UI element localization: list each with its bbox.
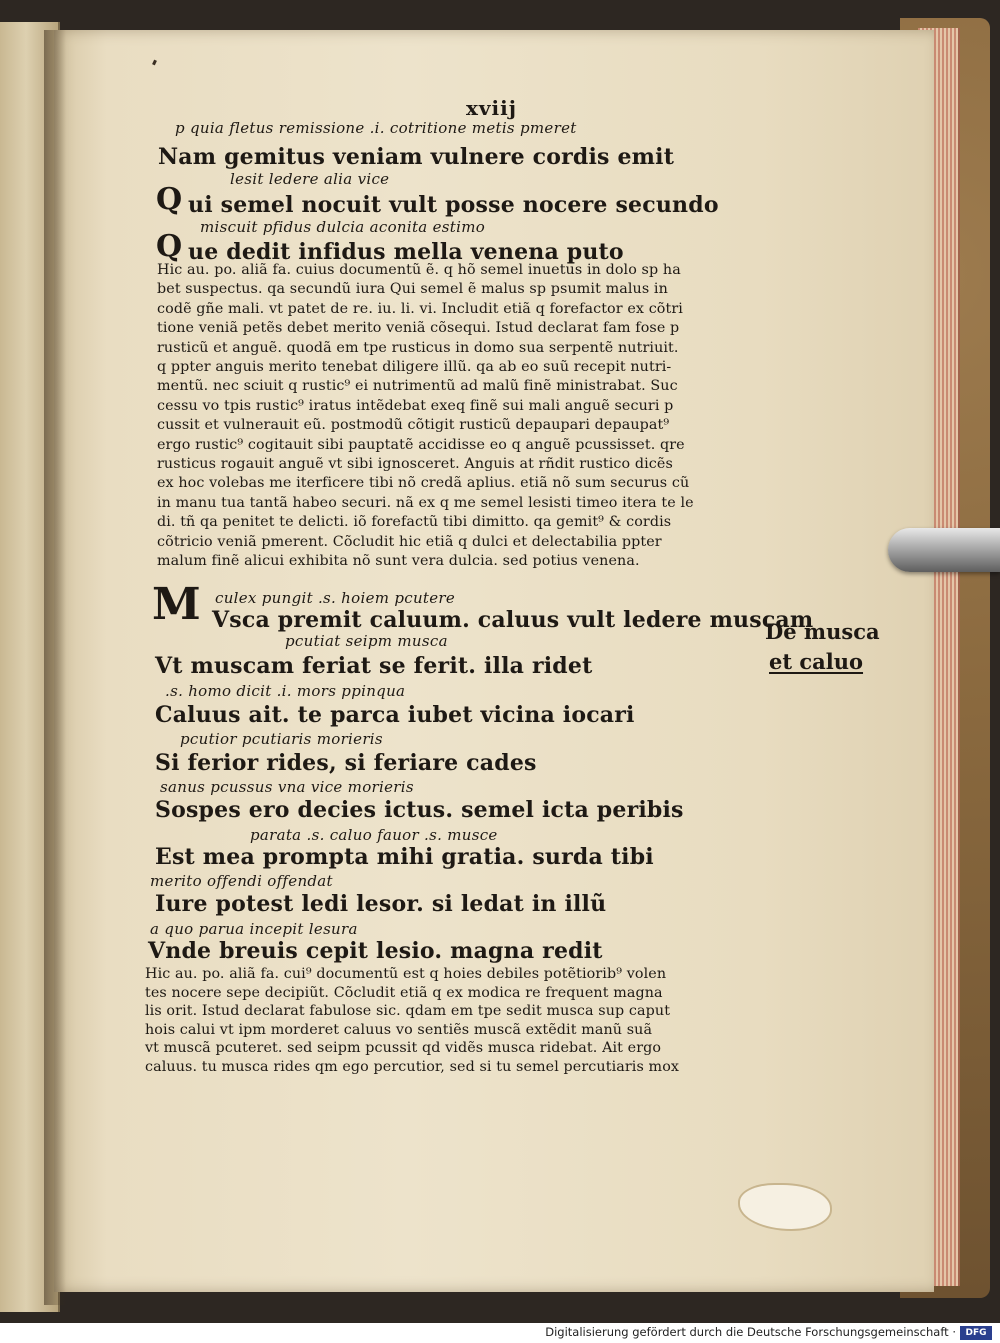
gloss-line: parata .s. caluo fauor .s. musce [250, 826, 498, 844]
verse-line: ue dedit infidus mella venena puto [188, 239, 624, 265]
margin-heading-line: et caluo [769, 649, 864, 674]
gloss-line: .s. homo dicit .i. mors ppinqua [165, 682, 406, 700]
commentary-line: tes nocere sepe decipiũt. Cõcludit etiã q ex modica re frequent magna [145, 984, 663, 1001]
commentary-line: malum finẽ alicui exhibita nõ sunt vera dulcia. sed potius venena. [157, 553, 640, 569]
gloss-line: pcutior pcutiaris morieris [180, 730, 383, 748]
commentary-line: tione veniã petẽs debet merito veniã cõsequi. Istud declarat fam fose p [157, 320, 680, 337]
verse-line: Sospes ero decies ictus. semel icta peribis [155, 797, 684, 823]
verse-line: Vt muscam feriat se ferit. illa ridet [155, 653, 593, 679]
initial-letter: Q [156, 229, 183, 264]
verse-line: Vsca premit caluum. caluus vult ledere muscam [212, 607, 814, 633]
commentary-line: caluus. tu musca rides qm ego percutior, sed si tu semel percutiaris mox [145, 1059, 680, 1075]
gloss-line: lesit ledere alia vice [230, 170, 390, 188]
verse-line: Vnde breuis cepit lesio. magna redit [148, 938, 603, 964]
footer-credit: Digitalisierung gefördert durch die Deutsche Forschungsgemeinschaft · [545, 1325, 956, 1339]
folio-number: xviij [466, 96, 517, 120]
gloss-line: miscuit pfidus dulcia aconita estimo [200, 218, 486, 236]
commentary-line: hois calui vt ipm morderet caluus vo sentiẽs muscã extẽdit manũ suã [145, 1021, 653, 1038]
commentary-line: codẽ gñe mali. vt patet de re. iu. li. vi. Includit etiã q forefactor ex cõtri [157, 300, 683, 317]
dfg-logo: DFG [960, 1326, 992, 1340]
gloss-line: culex pungit .s. hoiem pcutere [215, 589, 456, 607]
commentary-line: ergo rustic⁹ cogitauit sibi pauptatẽ accidisse eo q anguẽ pcussisset. qre [157, 436, 685, 453]
verse-line: ui semel nocuit vult posse nocere secundo [188, 192, 719, 218]
commentary-line: vt muscã pcuteret. sed seipm pcussit qd vidẽs musca ridebat. Ait ergo [145, 1040, 662, 1057]
commentary-line: cessu vo tpis rustic⁹ iratus intẽdebat exeq finẽ sui mali anguẽ securi p [157, 397, 674, 414]
commentary-line: cõtricio veniã pmerent. Cõcludit hic etiã q dulci et delectabilia ppter [157, 533, 662, 550]
commentary-line: in manu tua tantã habeo securi. nã ex q me semel lesisti timeo itera te le [157, 494, 694, 511]
verse-line: Nam gemitus veniam vulnere cordis emit [158, 144, 675, 170]
margin-heading-line: De musca [765, 619, 880, 644]
commentary-line: mentũ. nec sciuit q rustic⁹ ei nutrimentũ ad malũ finẽ ministrabat. Suc [157, 378, 678, 395]
gloss-line: p quia fletus remissione .i. cotritione metis pmeret [175, 119, 577, 137]
footer-bar [0, 1323, 1000, 1343]
initial-letter-m: M [152, 579, 201, 630]
verse-line: Est mea prompta mihi gratia. surda tibi [155, 844, 654, 870]
gutter-shadow [44, 30, 66, 1305]
commentary-line: Hic au. po. aliã fa. cui⁹ documentũ est q hoies debiles potẽtiorib⁹ volen [145, 966, 667, 982]
gloss-line: merito offendi offendat [150, 872, 333, 890]
commentary-line: ex hoc volebas me iterficere tibi nõ credã aplius. etiã nõ sum securus cũ [157, 475, 690, 492]
initial-letter: Q [156, 182, 183, 217]
verse-line: Iure potest ledi lesor. si ledat in illũ [155, 891, 607, 917]
verse-line: Caluus ait. te parca iubet vicina iocari [155, 702, 635, 728]
commentary-line: cussit et vulnerauit eũ. postmodũ cõtigit rusticũ depaupari depaupat⁹ [157, 417, 670, 434]
commentary-line: Hic au. po. aliã fa. cuius documentũ ẽ. q hõ semel inuetus in dolo sp ha [157, 262, 681, 278]
page-clip [888, 528, 1000, 572]
commentary-line: rusticus rogauit anguẽ vt sibi ignosceret. Anguis at rñdit rustico dicẽs [157, 456, 673, 472]
commentary-line: bet suspectus. qa secundũ iura Qui semel ẽ malus sp psumit malus in [157, 281, 668, 298]
gloss-line: sanus pcussus vna vice morieris [160, 778, 414, 796]
commentary-line: di. tñ qa penitet te delicti. iõ forefactũ tibi dimitto. qa gemit⁹ & cordis [157, 514, 672, 531]
gloss-line: a quo parua incepit lesura [150, 920, 358, 938]
commentary-line: lis orit. Istud declarat fabulose sic. qdam em tpe sedit musca sup caput [145, 1003, 671, 1020]
commentary-line: q ppter anguis merito tenebat diligere illũ. qa ab eo suũ recepit nutri- [157, 359, 672, 375]
margin-heading [765, 617, 895, 677]
verse-line: Si ferior rides, si feriare cades [155, 750, 537, 776]
commentary-line: rusticũ et anguẽ. quodã em tpe rusticus in domo sua serpentẽ nutriuit. [157, 339, 679, 356]
gloss-line: pcutiat seipm musca [285, 632, 448, 650]
